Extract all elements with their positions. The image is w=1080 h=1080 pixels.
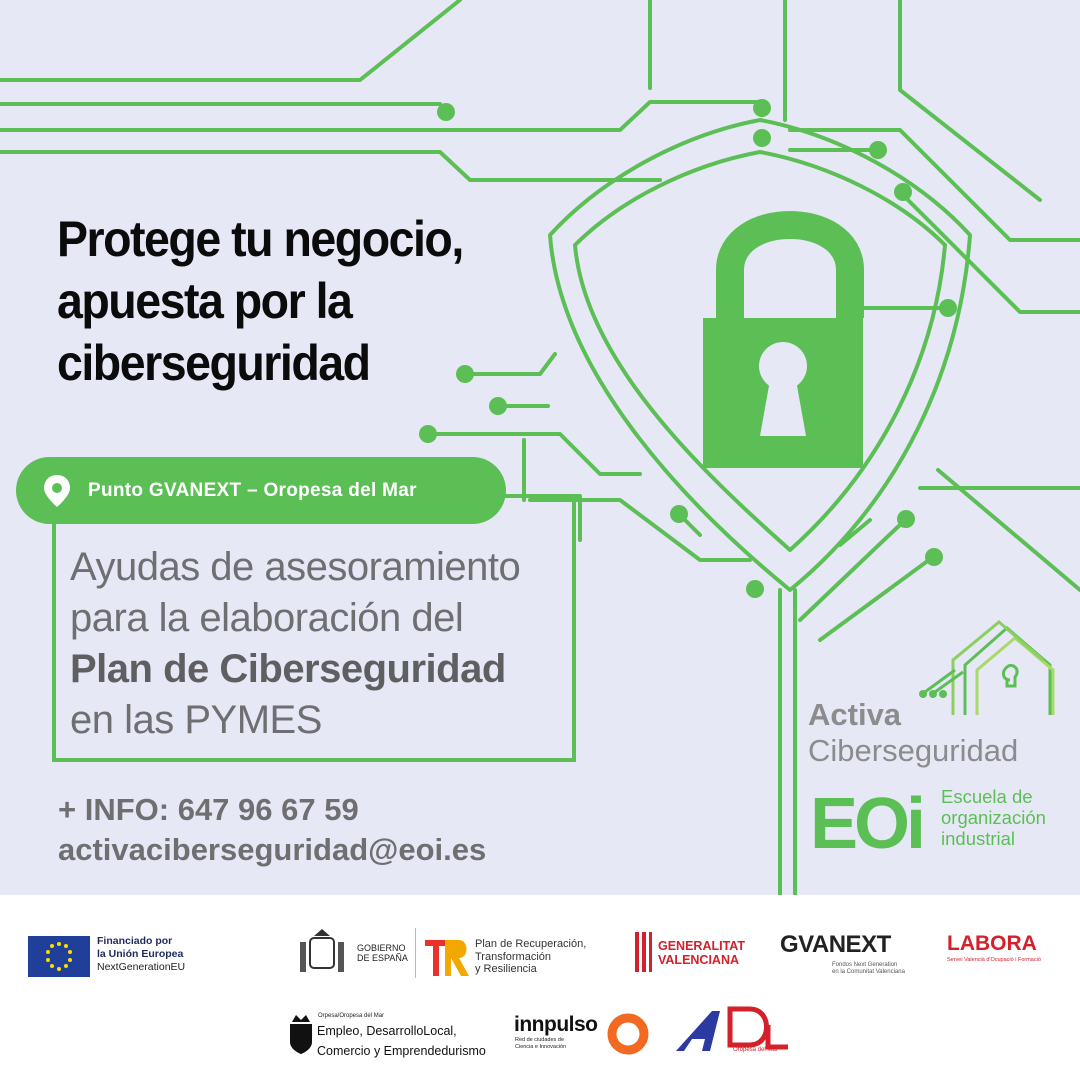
location-pin-icon <box>42 474 72 508</box>
headline-line-3: ciberseguridad <box>57 335 370 391</box>
prtr-line-1: Plan de Recuperación, <box>475 938 587 950</box>
prtr-text <box>475 938 586 976</box>
generalitat-text <box>658 939 745 967</box>
prtr-logo-icon <box>425 936 471 978</box>
labora-logo: LABORA <box>947 932 1037 955</box>
innpulso-sub-2: Ciencia e Innovación <box>515 1044 567 1050</box>
eu-line-2: la Unión Europea <box>97 948 184 960</box>
aid-line-2: para la elaboración del <box>70 596 464 640</box>
gvanext-sub-2: en la Comunitat Valenciana <box>832 969 905 975</box>
aid-line-4: en las PYMES <box>70 698 322 742</box>
location-label: Punto GVANEXT – Oropesa del Mar <box>88 479 417 501</box>
padlock-icon <box>703 225 863 468</box>
aid-line-1: Ayudas de asesoramiento <box>70 545 521 589</box>
gvanext-subtitle <box>832 962 905 976</box>
contact-phone[interactable]: + INFO: 647 96 67 59 <box>58 792 359 827</box>
gv-line-2: VALENCIANA <box>658 953 740 967</box>
gv-line-1: GENERALITAT <box>658 939 746 953</box>
innpulso-subtitle <box>515 1037 566 1051</box>
oropesa-text <box>317 1021 486 1061</box>
contact-email[interactable]: activaciberseguridad@eoi.es <box>58 832 487 867</box>
prtr-line-3: y Resiliencia <box>475 963 537 975</box>
gobierno-text <box>357 943 408 963</box>
oropesa-line-1: Empleo, DesarrolloLocal, <box>317 1024 457 1038</box>
activa-brand <box>808 697 1018 769</box>
generalitat-valenciana-icon <box>632 928 654 978</box>
footer-divider <box>415 928 416 978</box>
oropesa-line-2: Comercio y Emprendedurismo <box>317 1044 486 1058</box>
oropesa-crest-icon <box>288 1012 314 1056</box>
activa-line-2: Ciberseguridad <box>808 733 1019 768</box>
eoi-name <box>941 786 1046 849</box>
eu-line-3: NextGenerationEU <box>97 961 186 973</box>
labora-subtitle: Servei Valencià d'Ocupació i Formació <box>947 957 1041 963</box>
oropesa-small: Orpesa/Oropesa del Mar <box>318 1013 385 1019</box>
gvanext-sub-1: Fondos Next Generation <box>832 962 898 968</box>
gobierno-line-1: GOBIERNO <box>357 943 406 953</box>
gobierno-line-2: DE ESPAÑA <box>357 953 408 963</box>
eu-funding-text <box>97 935 185 974</box>
headline-line-1: Protege tu negocio, <box>57 211 463 267</box>
headline <box>57 208 494 394</box>
location-pill <box>16 457 506 524</box>
prtr-line-2: Transformación <box>475 950 552 963</box>
eoi-line-3: industrial <box>941 828 1016 849</box>
eoi-logo-text: EOi <box>810 786 923 856</box>
contact-info <box>58 790 486 870</box>
innpulso-circle-icon <box>606 1012 650 1056</box>
gvanext-logo: GVANEXT <box>780 931 891 958</box>
headline-line-2: apuesta por la <box>57 273 352 329</box>
coat-of-arms-spain-icon <box>296 928 348 978</box>
innpulso-logo: innpulso <box>514 1013 598 1036</box>
innpulso-sub-1: Red de ciudades de <box>515 1037 564 1043</box>
eu-flag-icon <box>28 936 90 977</box>
sponsor-footer <box>0 895 1080 1080</box>
eoi-line-2: organización <box>941 807 1046 828</box>
aid-description <box>70 542 590 746</box>
eu-line-1: Financiado por <box>97 935 173 947</box>
adl-subtitle: Oropesa del Mar <box>733 1047 778 1053</box>
activa-line-1: Activa <box>808 697 902 732</box>
eoi-line-1: Escuela de <box>941 786 1033 807</box>
aid-line-3: Plan de Ciberseguridad <box>70 647 506 691</box>
